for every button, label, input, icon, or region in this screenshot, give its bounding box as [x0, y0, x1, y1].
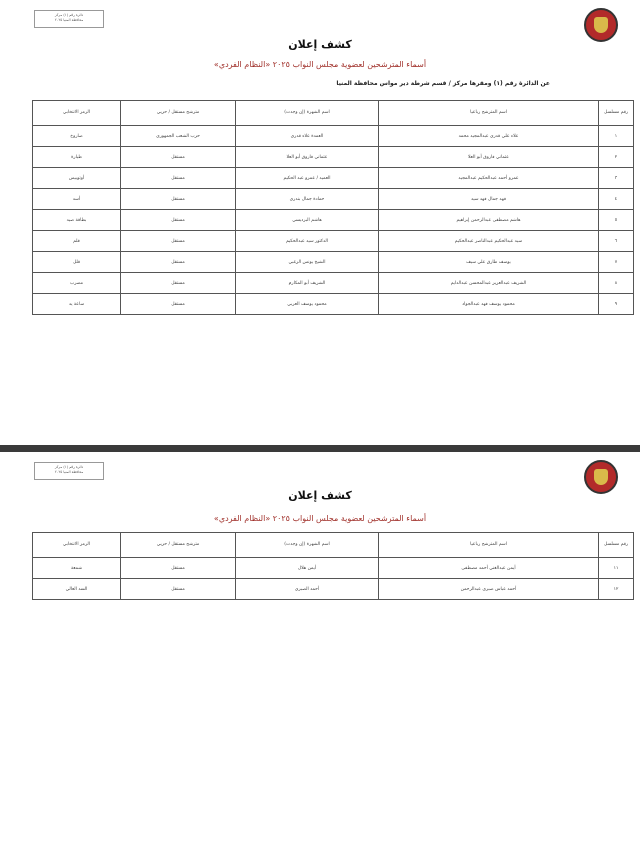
- cell-type: مستقل: [121, 294, 236, 315]
- table-row: [33, 294, 634, 315]
- cell-number: ١١: [599, 558, 634, 579]
- cell-symbol: قلم: [33, 231, 121, 252]
- cell-symbol: أسد: [33, 189, 121, 210]
- cell-public-name: محمود يوسف العربي: [236, 294, 379, 315]
- cell-number: ٥: [599, 210, 634, 231]
- cell-symbol: ساعة يد: [33, 294, 121, 315]
- cell-name: أيمن عبدالغني أحمد مصطفى: [379, 558, 599, 579]
- cell-type: مستقل: [121, 147, 236, 168]
- column-header: مترشح مستقل / حزبي: [121, 101, 236, 126]
- table-row: [33, 273, 634, 294]
- column-header: الرمز الانتخابي: [33, 101, 121, 126]
- cell-name: محمود يوسف فهد عبدالجواد: [379, 294, 599, 315]
- cell-name: فهد جمال فهد سيد: [379, 189, 599, 210]
- column-header: اسم الشهرة (إن وجدت): [236, 101, 379, 126]
- cell-number: ٢: [599, 147, 634, 168]
- table-header-row: [33, 101, 634, 126]
- cell-name: أحمد عباس صبري عبدالرحمن: [379, 579, 599, 600]
- cell-name: يوسف طارق علي سيف: [379, 252, 599, 273]
- column-header: اسم المترشح رباعيا: [379, 533, 599, 558]
- cell-name: علاء علي قدري عبدالمجيد محمد: [379, 126, 599, 147]
- table-row: [33, 558, 634, 579]
- page-title: كشف إعلان: [288, 38, 352, 51]
- cell-type: مستقل: [121, 273, 236, 294]
- cell-public-name: الشريف أبو المكارم: [236, 273, 379, 294]
- candidates-table: [32, 100, 634, 315]
- cell-name: الشريف عبدالعزيز عبدالمحسن عبدالدايم: [379, 273, 599, 294]
- cell-type: مستقل: [121, 252, 236, 273]
- circuit-line: عن الدائرة رقم (١) ومقرها مركز / قسم شرطة دير مواس محافظة المنيا: [336, 80, 550, 87]
- cell-public-name: عثماني فاروق أبو العلا: [236, 147, 379, 168]
- column-header: مترشح مستقل / حزبي: [121, 533, 236, 558]
- cell-type: مستقل: [121, 558, 236, 579]
- table-row: [33, 147, 634, 168]
- cell-number: ١: [599, 126, 634, 147]
- cell-number: ٩: [599, 294, 634, 315]
- table-row: [33, 579, 634, 600]
- cell-number: ٧: [599, 252, 634, 273]
- cell-name: هاشم مصطفى عبدالرحمن إبراهيم: [379, 210, 599, 231]
- table-row: [33, 231, 634, 252]
- column-header: رقم مسلسل: [599, 101, 634, 126]
- eagle-emblem-icon: [584, 8, 618, 42]
- cell-name: عمرو أحمد عبدالحكيم عبدالمجيد: [379, 168, 599, 189]
- cell-symbol: بطاقة صيد: [33, 210, 121, 231]
- cell-number: ١٢: [599, 579, 634, 600]
- column-header: اسم المترشح رباعيا: [379, 101, 599, 126]
- table-row: [33, 252, 634, 273]
- column-header: رقم مسلسل: [599, 533, 634, 558]
- cell-public-name: أيمن هلال: [236, 558, 379, 579]
- header-stamp: [34, 462, 104, 480]
- page-subtitle: أسماء المترشحين لعضوية مجلس النواب ٢٠٢٥ «النظام الفردي»: [213, 60, 427, 69]
- cell-number: ٤: [599, 189, 634, 210]
- cell-name: سيد عبدالحكيم عبدالناصر عبدالحكيم: [379, 231, 599, 252]
- cell-type: مستقل: [121, 189, 236, 210]
- cell-symbol: مضرب: [33, 273, 121, 294]
- page-subtitle: أسماء المترشحين لعضوية مجلس النواب ٢٠٢٥ «النظام الفردي»: [213, 514, 427, 523]
- page-title: كشف إعلان: [288, 489, 352, 502]
- cell-type: مستقل: [121, 579, 236, 600]
- table-row: [33, 210, 634, 231]
- document-page-2: [0, 452, 640, 857]
- stamp-line: دائرة رقم (١) مركز: [54, 13, 84, 17]
- cell-public-name: حمادة جمال بندري: [236, 189, 379, 210]
- cell-type: مستقل: [121, 210, 236, 231]
- cell-public-name: أحمد الصبري: [236, 579, 379, 600]
- cell-public-name: العميد / عمرو عبد الحكيم: [236, 168, 379, 189]
- header-stamp: [34, 10, 104, 28]
- table-header-row: [33, 533, 634, 558]
- table-row: [33, 189, 634, 210]
- cell-symbol: شمعة: [33, 558, 121, 579]
- stamp-line: محافظة المنيا ٢٠٢٥: [54, 17, 84, 22]
- cell-type: مستقل: [121, 231, 236, 252]
- column-header: اسم الشهرة (إن وجدت): [236, 533, 379, 558]
- cell-symbol: صاروخ: [33, 126, 121, 147]
- cell-symbol: السد العالي: [33, 579, 121, 600]
- cell-symbol: قلل: [33, 252, 121, 273]
- cell-public-name: الدكتور سيد عبدالحكيم: [236, 231, 379, 252]
- cell-number: ٦: [599, 231, 634, 252]
- table-row: [33, 168, 634, 189]
- cell-type: حزب الشعب الجمهوري: [121, 126, 236, 147]
- cell-name: عثماني فاروق أبو العلا: [379, 147, 599, 168]
- cell-number: ٣: [599, 168, 634, 189]
- cell-number: ٨: [599, 273, 634, 294]
- table-row: [33, 126, 634, 147]
- cell-symbol: طيارة: [33, 147, 121, 168]
- stamp-line: دائرة رقم (١) مركز: [54, 465, 84, 469]
- stamp-line: محافظة المنيا ٢٠٢٥: [54, 469, 84, 474]
- column-header: الرمز الانتخابي: [33, 533, 121, 558]
- cell-public-name: هاشم البرديسي: [236, 210, 379, 231]
- cell-public-name: العمدة علاء قدري: [236, 126, 379, 147]
- cell-symbol: أوتوبيس: [33, 168, 121, 189]
- candidates-table: [32, 532, 634, 600]
- cell-public-name: الشيخ يونس الزغبي: [236, 252, 379, 273]
- cell-type: مستقل: [121, 168, 236, 189]
